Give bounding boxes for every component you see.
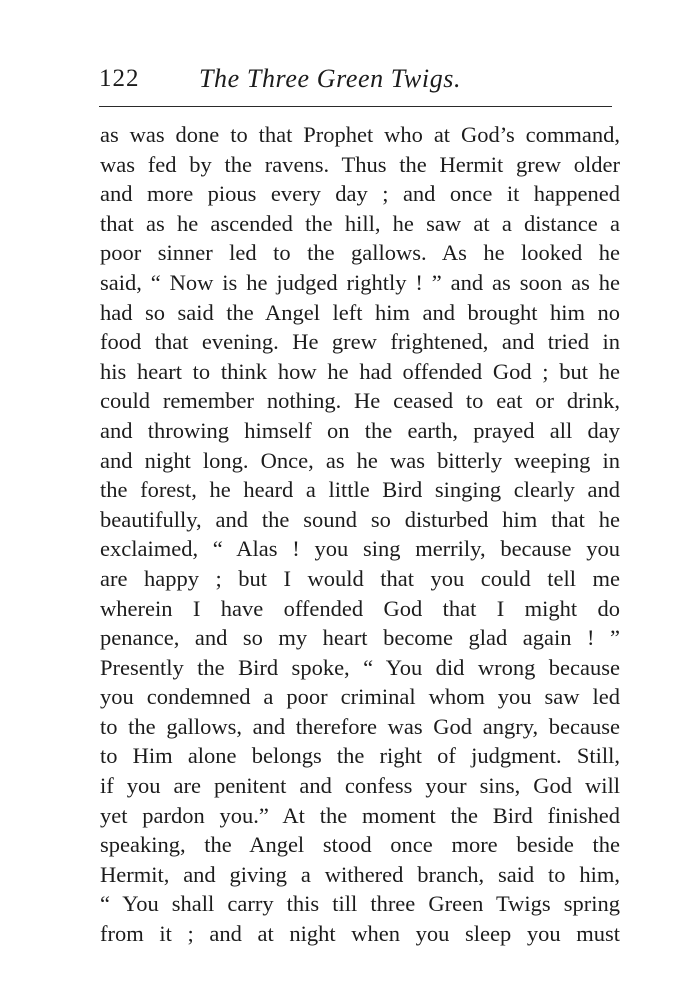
text-line: beautifully, and the sound so disturbed him that he	[100, 506, 620, 532]
text-line: are happy ; but I would that you could tell me	[100, 565, 620, 591]
page-number: 122	[99, 65, 140, 92]
text-line: Presently the Bird spoke, “ You did wrong because	[100, 654, 620, 680]
text-line: the forest, he heard a little Bird singing clearly and	[100, 477, 620, 503]
text-line: and more pious every day ; and once it happened	[100, 181, 620, 207]
body-text	[100, 120, 620, 949]
text-line: if you are penitent and confess your sins, God will	[100, 773, 620, 799]
text-line: and throwing himself on the earth, prayed all day	[100, 417, 620, 443]
text-line: from it ; and at night when you sleep you must	[100, 921, 620, 947]
text-line: yet pardon you.” At the moment the Bird finished	[100, 802, 620, 828]
text-line: said, “ Now is he judged rightly ! ” and as soon as he	[100, 269, 620, 295]
page-header	[99, 58, 613, 98]
text-line: poor sinner led to the gallows. As he looked he	[100, 240, 620, 266]
text-line: wherein I have offended God that I might do	[100, 595, 620, 621]
text-line: you condemned a poor criminal whom you saw led	[100, 684, 620, 710]
text-line: had so said the Angel left him and brought him no	[100, 299, 620, 325]
text-line: exclaimed, “ Alas ! you sing merrily, because you	[100, 536, 620, 562]
text-line: was fed by the ravens. Thus the Hermit grew older	[100, 151, 620, 177]
text-line: to the gallows, and therefore was God angry, because	[100, 713, 620, 739]
text-line: “ You shall carry this till three Green Twigs spring	[100, 891, 620, 917]
text-line: his heart to think how he had offended God ; but he	[100, 358, 620, 384]
text-line: as was done to that Prophet who at God’s command,	[100, 122, 620, 147]
text-line: that as he ascended the hill, he saw at a distance a	[100, 210, 620, 236]
text-line: and night long. Once, as he was bitterly weeping in	[100, 447, 620, 473]
text-line: could remember nothing. He ceased to eat or drink,	[100, 388, 620, 414]
text-line: speaking, the Angel stood once more beside the	[100, 832, 620, 858]
text-line: penance, and so my heart become glad again ! ”	[100, 625, 620, 651]
running-title: The Three Green Twigs.	[199, 64, 462, 93]
text-line: food that evening. He grew frightened, and tried in	[100, 329, 620, 355]
text-line: to Him alone belongs the right of judgment. Still,	[100, 743, 620, 769]
text-line: Hermit, and giving a withered branch, said to him,	[100, 861, 620, 887]
header-rule	[99, 106, 612, 107]
